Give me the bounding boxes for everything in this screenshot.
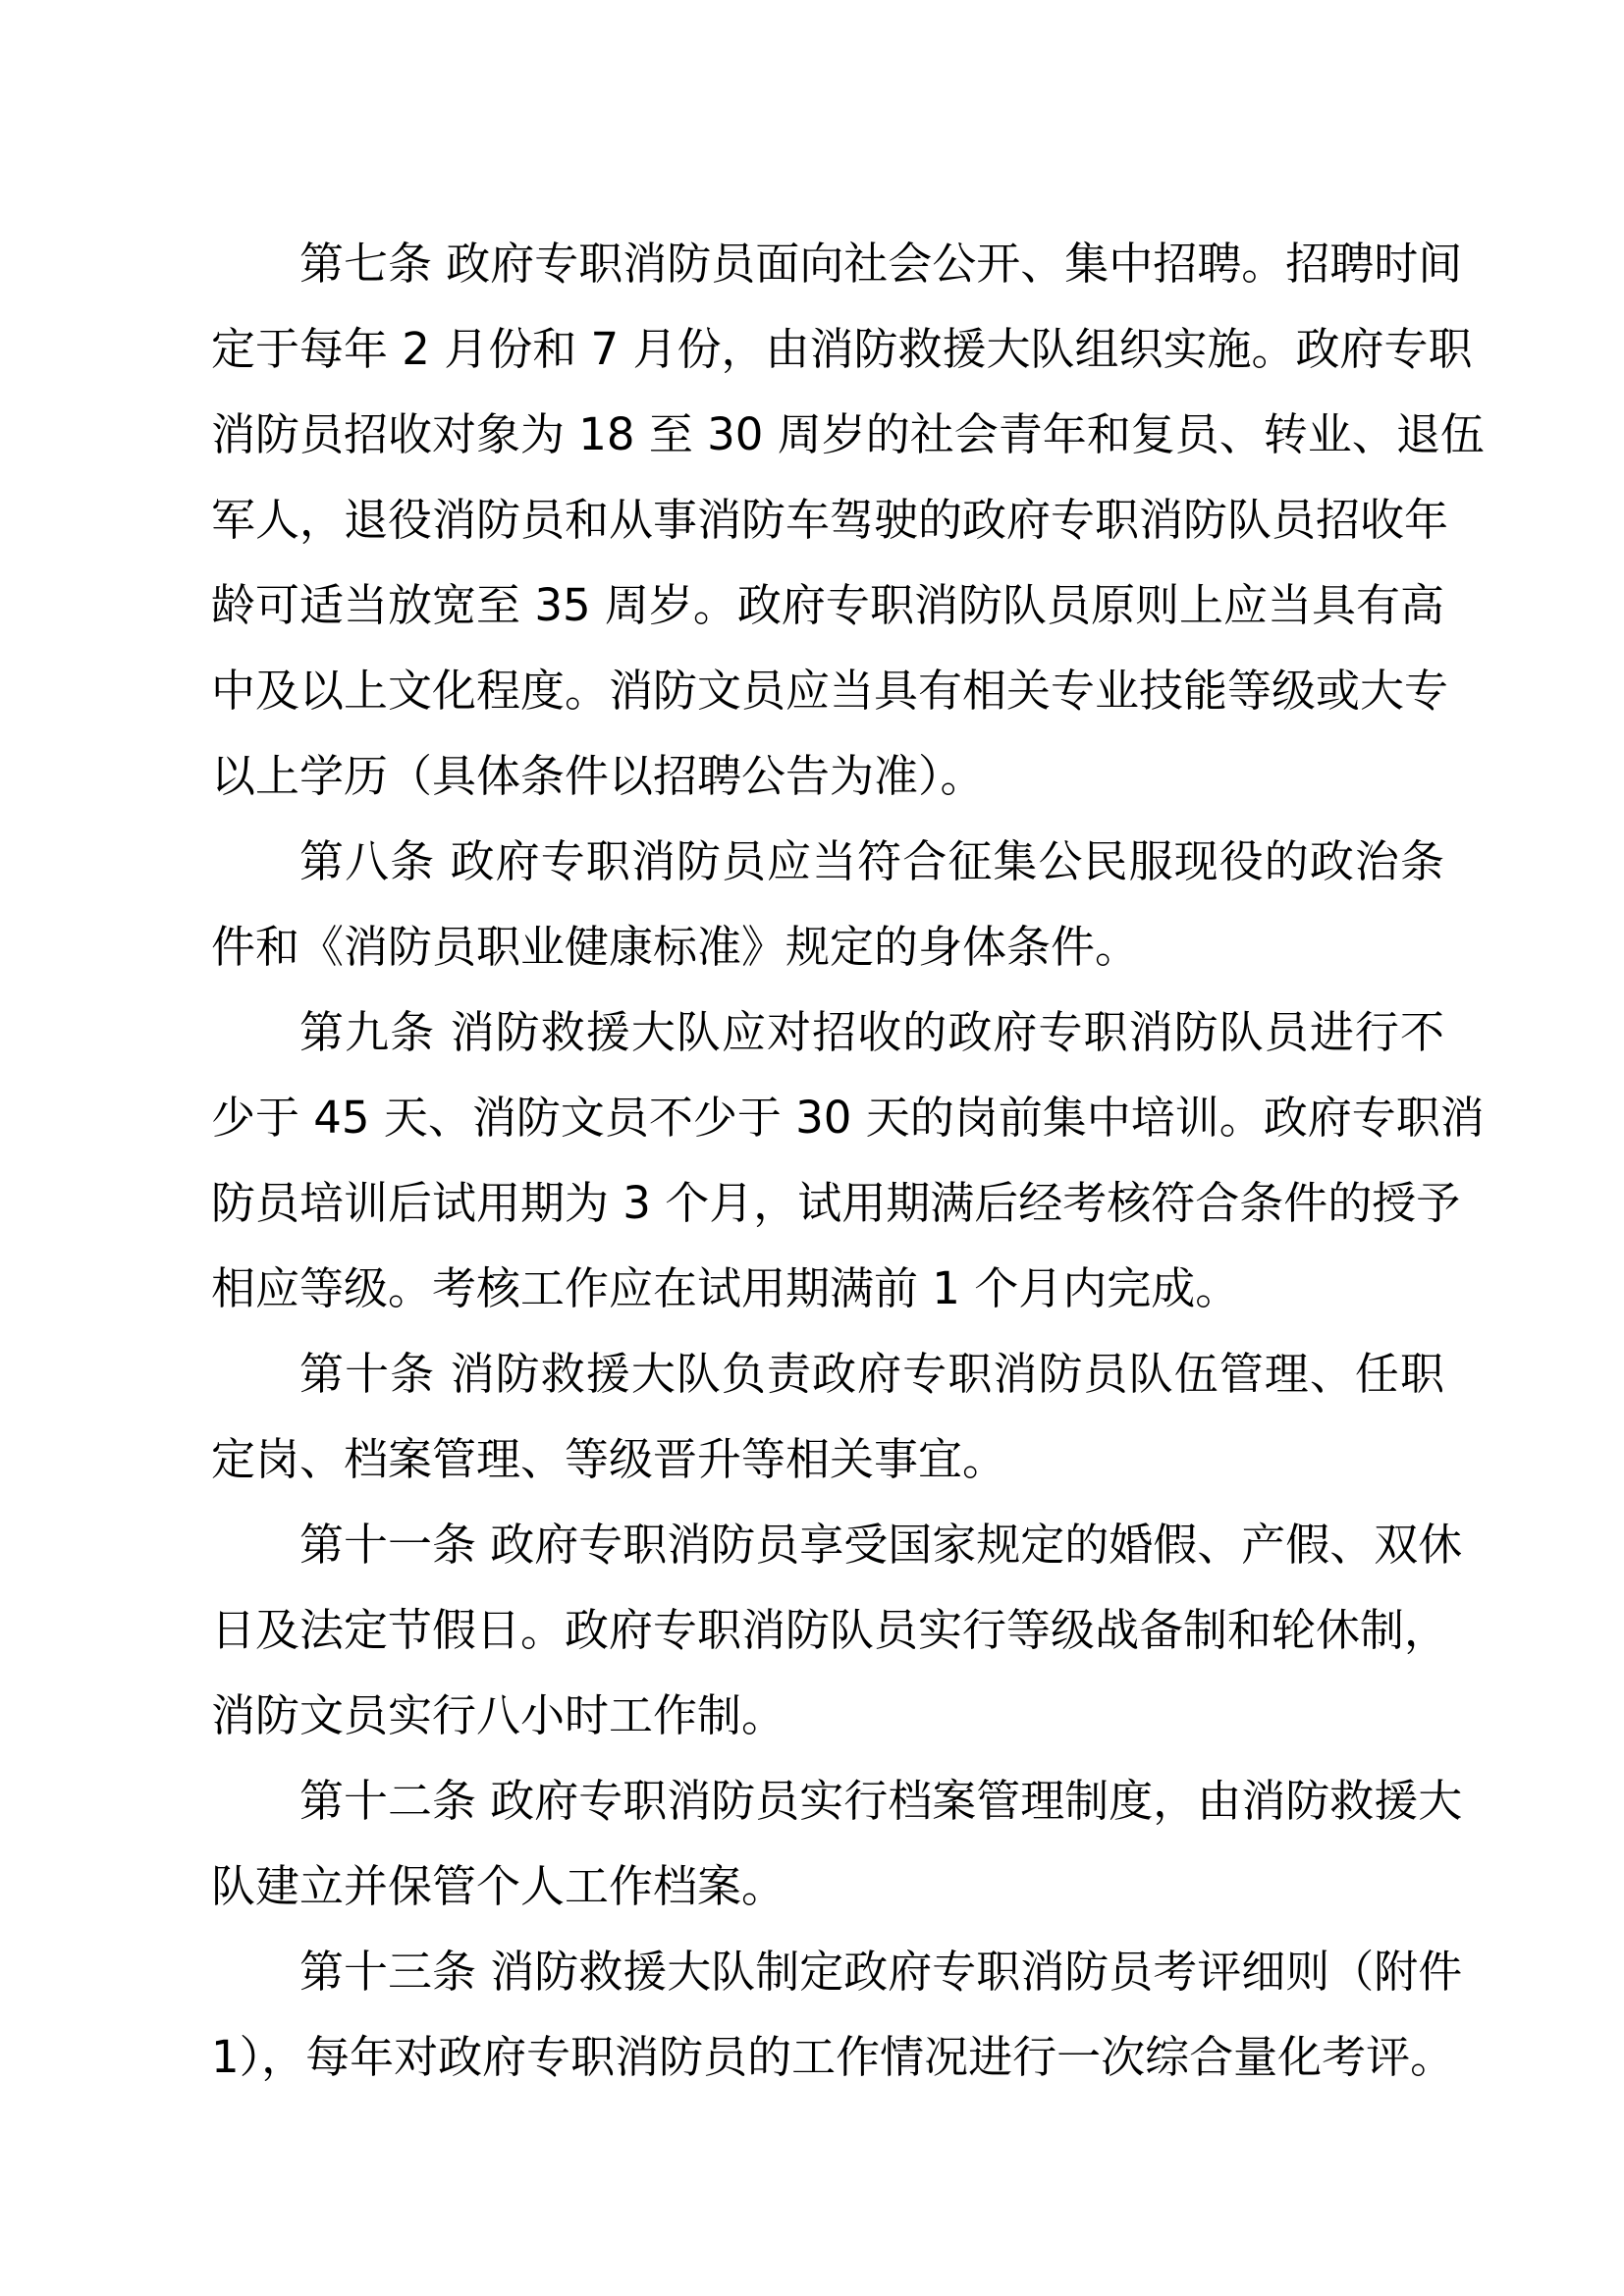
paragraph-line: 中及以上文化程度。消防文员应当具有相关专业技能等级或大专 <box>211 665 1449 717</box>
article-7 <box>211 221 1485 819</box>
paragraph-line: 队建立并保管个人工作档案。 <box>211 1860 786 1912</box>
paragraph-line: 相应等级。考核工作应在试用期满前 1 个月内完成。 <box>211 1262 1240 1314</box>
paragraph-line: 第十二条 政府专职消防员实行档案管理制度，由消防救援大 <box>299 1775 1463 1827</box>
paragraph-line: 第九条 消防救援大队应对招收的政府专职消防队员进行不 <box>299 1006 1444 1058</box>
paragraph-line: 消防文员实行八小时工作制。 <box>211 1689 786 1741</box>
paragraph-line: 定岗、档案管理、等级晋升等相关事宜。 <box>211 1433 1007 1485</box>
article-8 <box>211 819 1444 989</box>
article-12 <box>211 1758 1463 1929</box>
article-11 <box>211 1502 1463 1758</box>
paragraph-line: 1），每年对政府专职消防员的工作情况进行一次综合量化考评。 <box>211 2031 1455 2083</box>
document-page <box>211 221 1485 2100</box>
article-13 <box>211 1929 1463 2100</box>
paragraph-line: 以上学历（具体条件以招聘公告为准）。 <box>211 750 985 802</box>
article-9 <box>211 989 1485 1331</box>
paragraph-line: 第十三条 消防救援大队制定政府专职消防员考评细则（附件 <box>299 1946 1463 1998</box>
paragraph-line: 防员培训后试用期为 3 个月，试用期满后经考核符合条件的授予 <box>211 1177 1461 1229</box>
paragraph-line: 第八条 政府专职消防员应当符合征集公民服现役的政治条 <box>299 835 1444 887</box>
paragraph-line: 第十条 消防救援大队负责政府专职消防员队伍管理、任职 <box>299 1348 1444 1400</box>
paragraph-line: 第七条 政府专职消防员面向社会公开、集中招聘。招聘时间 <box>299 238 1463 290</box>
paragraph-line: 定于每年 2 月份和 7 月份，由消防救援大队组织实施。政府专职 <box>211 323 1473 375</box>
paragraph-line: 消防员招收对象为 18 至 30 周岁的社会青年和复员、转业、退伍 <box>211 408 1485 460</box>
paragraph-line: 件和《消防员职业健康标准》规定的身体条件。 <box>211 921 1140 973</box>
paragraph-line: 军人，退役消防员和从事消防车驾驶的政府专职消防队员招收年 <box>211 494 1449 546</box>
paragraph-line: 日及法定节假日。政府专职消防队员实行等级战备制和轮休制， <box>211 1604 1449 1656</box>
article-10 <box>211 1331 1444 1502</box>
paragraph-line: 龄可适当放宽至 35 周岁。政府专职消防队员原则上应当具有高 <box>211 579 1444 631</box>
paragraph-line: 少于 45 天、消防文员不少于 30 天的岗前集中培训。政府专职消 <box>211 1092 1485 1144</box>
paragraph-line: 第十一条 政府专职消防员享受国家规定的婚假、产假、双休 <box>299 1519 1463 1571</box>
